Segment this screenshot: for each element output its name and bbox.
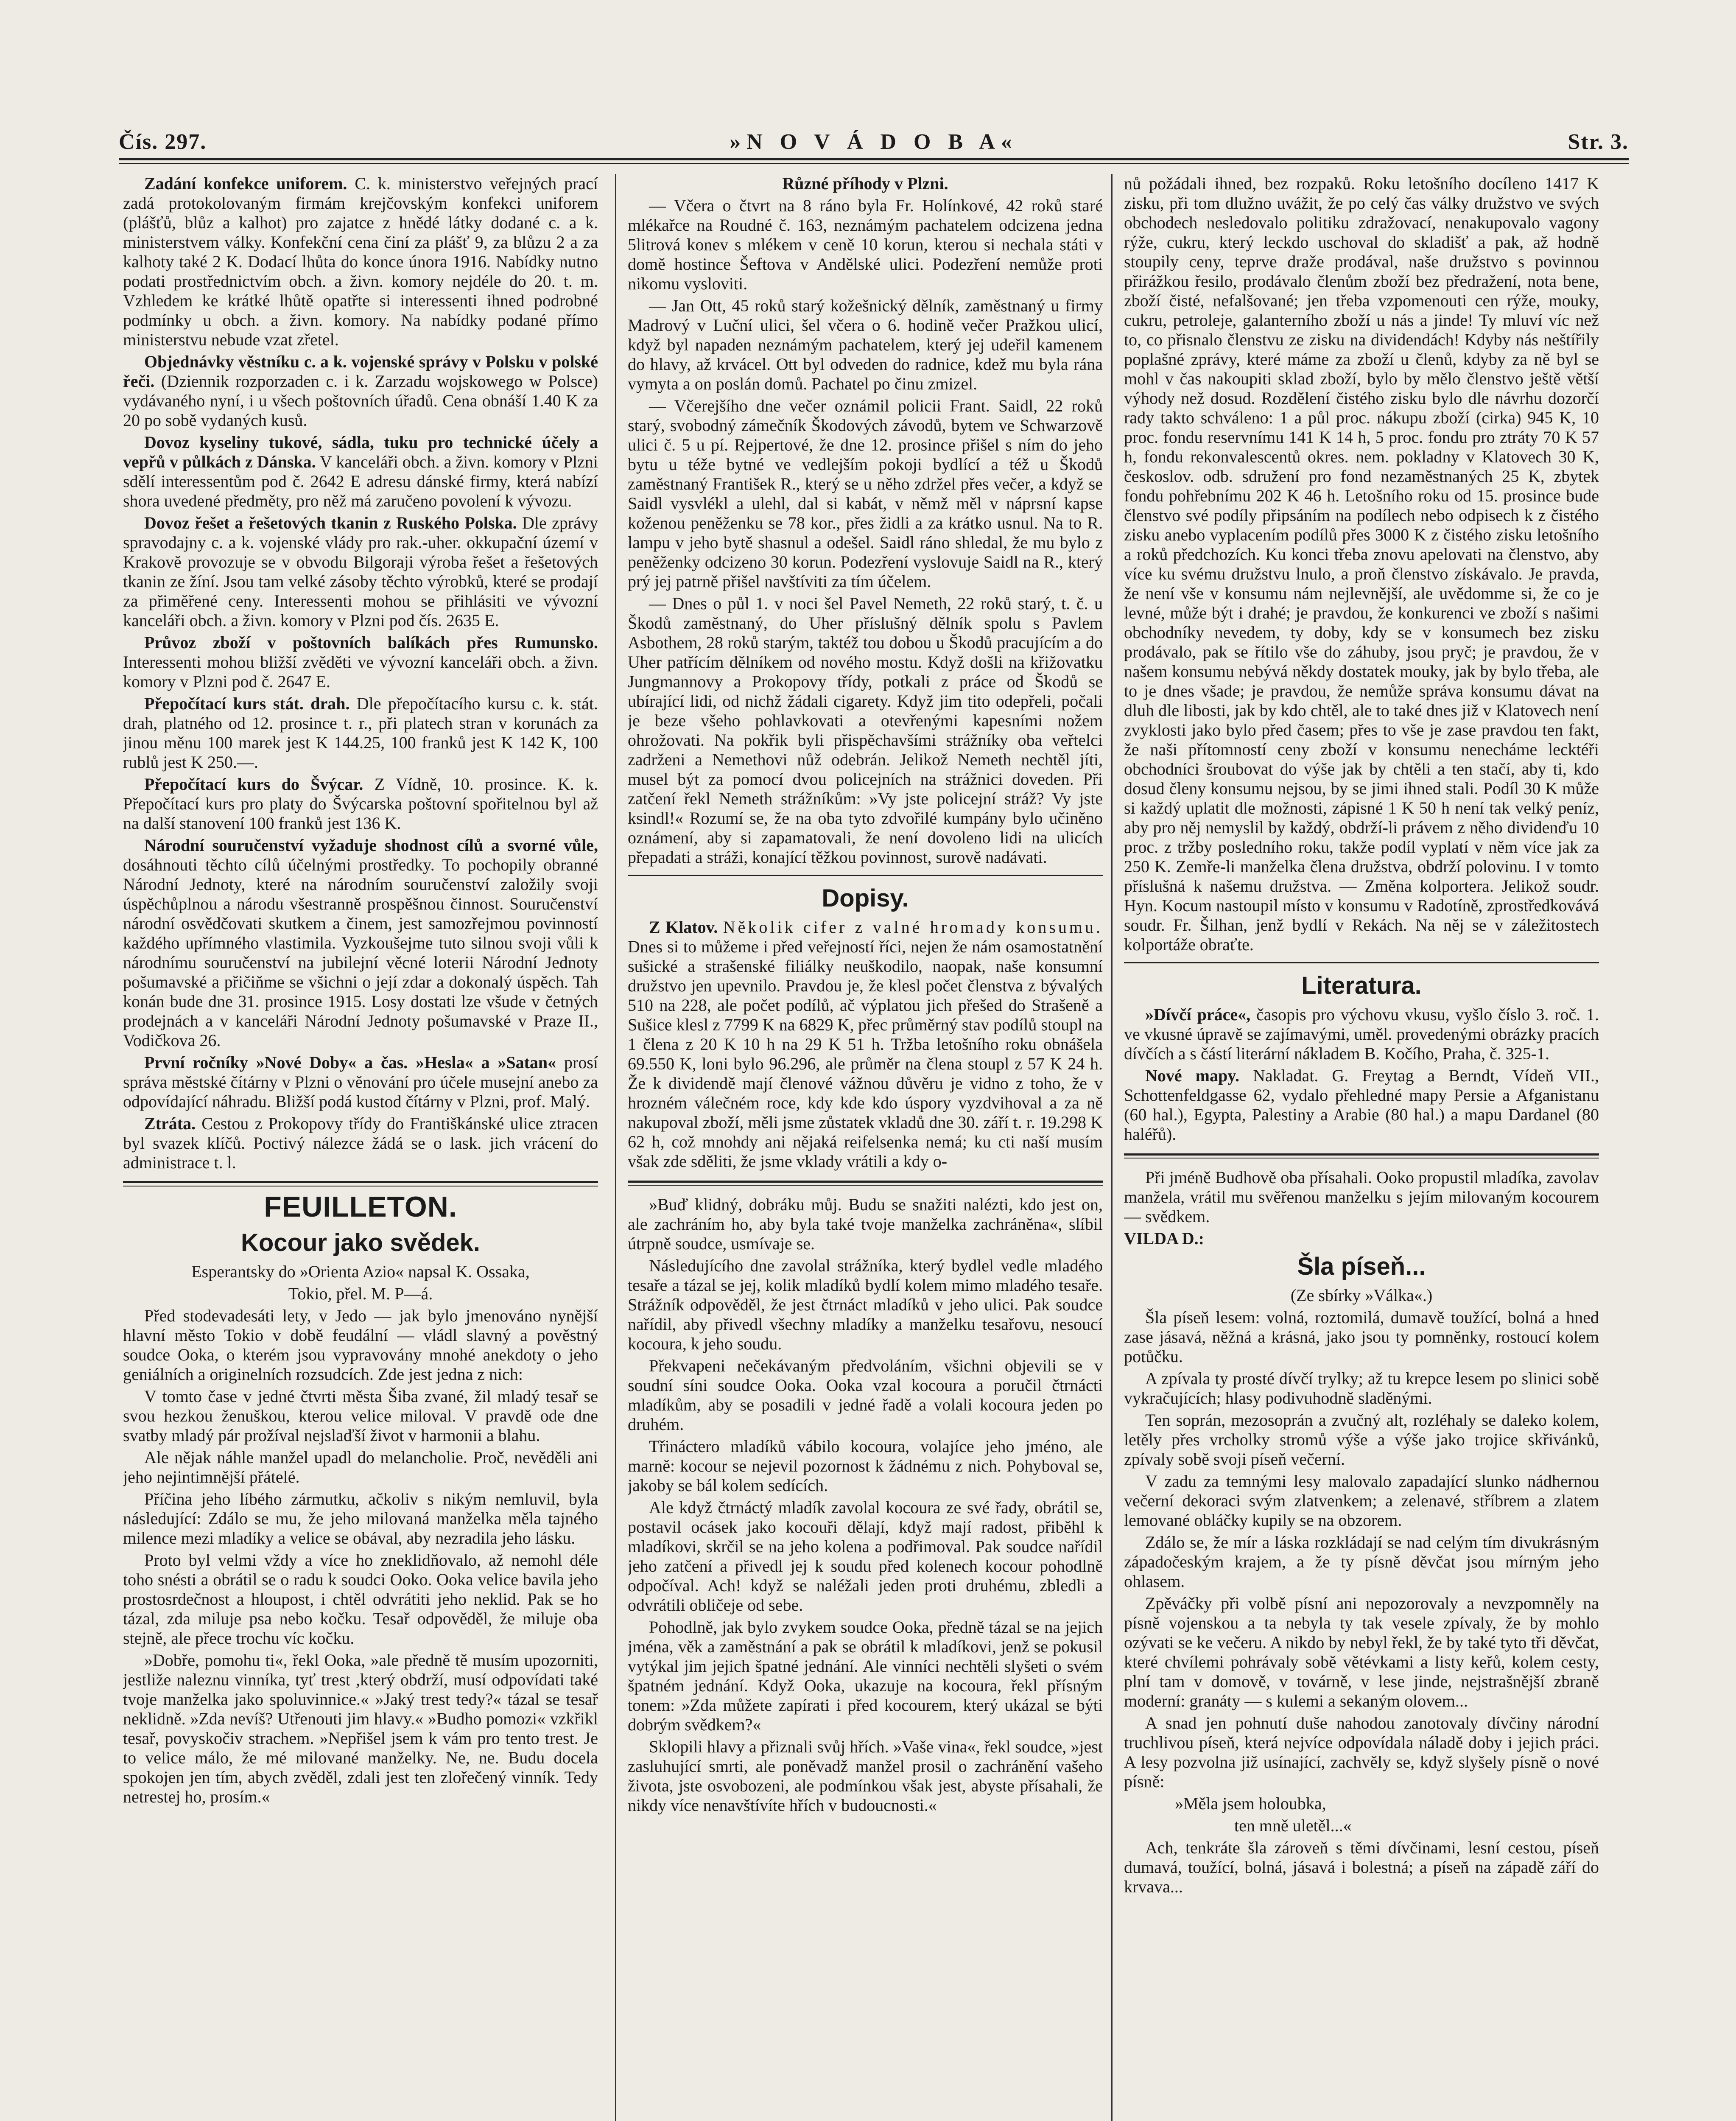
notice-swiss-rates: Přepočítací kurs do Švýcar. Z Vídně, 10. prosince. K. k. Přepočítací kurs pro platy do Švýcarska poštovní spořitelnou byl až na další stanovení 100 franků jest 136 K. <box>123 775 598 833</box>
notice-polish-gazette: Objednávky věstníku c. a k. vojenské správy v Polsku v polské řeči. (Dziennik rozporzaden c. i k. Zarzadu wojskowego w Polsce) vydávaného nyní, i u všech poštovních úřadů. Cena obnáší 1.40 K za 20 po sobě vydaných kusů. <box>123 352 598 430</box>
section-plzen-incidents: Různé příhody v Plzni. <box>782 174 948 193</box>
notice-reading-room: První ročníky »Nové Doby« a čas. »Hesla« a »Satan« prosí správa městské čítárny v Plzni o věnování pro účele musejní anebo za odpovídající náhradu. Bližší podá kustod čítárny v Plzni, prof. Malý. <box>123 1053 598 1111</box>
incident-report: — Dnes o půl 1. v noci šel Pavel Nemeth, 22 roků starý, t. č. u Škodů zaměstnaný, do Uher příslušný dělník spolu s Pavlem Asbothem, 28 roků starým, taktéž tou dobou u Škodů pracujícím a do Uher patřícím dělníkem od nového mostu. Když došli na křižovatku Jungmannovy a Prokopovy třídy, potkali z práce od Škodů se ubírající lidi, od nichž žádali cigarety. Když jim tito odepřeli, počali je beze všeho pohlavkovati a otevřenými kapesními nožem ohrožovati. Na pokřik byli přispěchavšími strážníky oba veřtelci zadrženi a Nemethovi nůž odebrán. Jelikož Nemeth nechtěl jíti, musel být za pomocí dvou policejních na strážnici doveden. Při zatčení řekl Nemeth strážníkům: »Vy jste policejní stráž? Vy jste ksindl!« Rozumí se, že na oba tyto zdvořilé kumpány bylo učiněno oznámení, aby si zapamatovali, že není dovoleno lidi na ulicích přepadati a stráži, konající těžkou povinnost, surově nadávati. <box>628 594 1103 867</box>
story-paragraph: Sklopili hlavy a přiznali svůj hřích. »Vaše vina«, řekl soudce, »jest zasluhující smrti, ale poněvadž manžel prosil o zachránění vašeho života, jste osvobozeni, ale podmínkou však jest, abyste přísahali, že nikdy více nenavštívíte hřích v budoucnosti.« <box>628 1737 1103 1815</box>
notice-danish-import: Dovoz kyseliny tukové, sádla, tuku pro technické účely a vepřů v půlkách z Dánska. V kanceláři obch. a živn. komory v Plzni sdělí interessentům pod č. 2642 E adresu dánské firmy, která nabízí shora uvedené předměty, pro něž má zaručeno povolení k vývozu. <box>123 433 598 510</box>
story-byline-1: Esperantsky do »Orienta Azio« napsal K. Ossaka, <box>191 1262 530 1281</box>
prose-paragraph: V zadu za temnými lesy malovalo zapadající slunko nádhernou večerní dekoraci svým zlatvenkem; a zelenavé, stříbrem a zlatem lemované obláčky kupily se na obzorem. <box>1124 1472 1599 1530</box>
prose-paragraph: Zpěváčky při volbě písní ani nepozorovaly a nevzpomněly na písně vojenskou a ta nebyla ty tak vesele zpívaly, že by mohlo ozývati se ke večeru. A nikdo by nebyl řekl, že by také tyto tři děvčat, které chvílemi pohrávaly sobě větévkami a listy keřů, kolem cesty, plní tam v domově, v továrně, v lese jinde, nejstrašnější zbraně moderní: granáty — s kulemi a sekaným olovem... <box>1124 1594 1599 1710</box>
notice-rail-rates: Přepočítací kurs stát. drah. Dle přepočítacího kursu c. k. stát. drah, platného od 12. prosince t. r., při platech stran v korunách za jinou měnu 100 marek jest K 144.25, 100 franků jest K 142 K, 100 rublů jest K 250.—. <box>123 694 598 772</box>
poem-title: Šla píseň... <box>1297 1253 1426 1280</box>
newspaper-title: »N O V Á D O B A« <box>730 130 1018 154</box>
story-byline-2: Tokio, přel. M. P—á. <box>288 1284 433 1303</box>
notice-uniforms: Zadání konfekce uniforem. C. k. ministerstvo veřejných prací zadá protokolovaným firmám krejčovským konfekci uniforem (plášťů, blůz a kalhot) pro zajatce z hnědé látky dodané c. a k. ministerstvem války. Konfekční cena činí za plášť 9, za blůzu 2 a za kalhoty také 2 K. Dodací lhůta do konce února 1916. Nabídky nutno podati prostřednictvím obch. a živn. komory nejdéle do 20. t. m. Vzhledem ke krátké lhůtě opatřte si interessenti ihned podrobné podmínky u obch. a živn. komory. Na nabídky podané přímo ministerstvu nebude vzat zřetel. <box>123 174 598 349</box>
masthead <box>119 129 1629 159</box>
prose-paragraph: Ach, tenkráte šla zároveň s těmi dívčinami, lesní cestou, píseň dumavá, toužící, bolná, jásavá i bolestná; a píseň na západě září do krvava... <box>1124 1838 1599 1896</box>
notice-sieves: Dovoz řešet a řešetových tkanin z Ruského Polska. Dle zprávy spravodajny c. a k. vojenské vlády pro rak.-uher. okkupační území v Krakově provozuje se v obvodu Bilgoraji výroba řešet a řešetových tkanin ze žíní. Jsou tam velké zásoby těchto výrobků, které se prodají za přiměřené ceny. Interessenti mohou se přihlásiti ve vývozní kanceláři obch. a živn. komory v Plzni pod čís. 2635 E. <box>123 513 598 630</box>
story-ending: Při jméně Budhově oba přísahali. Ooko propustil mladíka, zavolav manžela, vrátil mu svěřenou manželku s jejím milovaným kocourem — svědkem. <box>1124 1168 1599 1226</box>
story-paragraph: V tomto čase v jedné čtvrti města Šiba zvané, žil mladý tesař se svou hezkou ženuškou, kterou velice miloval. V pravdě ode dne svatby mladý pár prožíval nejslaďší život v harmonii a blahu. <box>123 1387 598 1445</box>
story-paragraph: Ale když čtrnáctý mladík zavolal kocoura ze své řady, obrátil se, postavil ocásek jako kocouři dělají, když mají radost, přiběhl k mladíkovi, skrčil se na jeho kolena a podřimoval. Pak soudce nařídil jeho zatčení a přivedl jej k soudu před kolenech kocour pohodlně odpočíval. Ach! když se naléžali jeden proti druhému, zbledli a odvrátili obličeje od sebe. <box>628 1498 1103 1615</box>
section-rule <box>628 875 1103 876</box>
column-divider-2 <box>1111 174 1113 2121</box>
story-paragraph: Ale nějak náhle manžel upadl do melancholie. Proč, nevěděli ani jeho nejintimnější přátelé. <box>123 1448 598 1486</box>
section-rule <box>628 1181 1103 1186</box>
section-literature: Literatura. <box>1301 972 1422 999</box>
incident-report: — Včera o čtvrt na 8 ráno byla Fr. Holínkové, 42 roků staré mlékařce na Roudné č. 163, neznámým pachatelem odcizena jedna 5litrová konev s mlékem v ceně 10 korun, kterou si nechala státi v domě hostince Šeftova v Andělské ulici. Podezření nemůže proti nikomu vysloviti. <box>628 196 1103 293</box>
literature-item: Nové mapy. Nakladat. G. Freytag a Berndt, Vídeň VII., Schottenfeldgasse 62, vydalo přehledné mapy Persie a Afganistanu (60 hal.), Egypta, Palestiny a Arabie (80 hal.) a mapu Dardanel (80 haléřů). <box>1124 1066 1599 1144</box>
prose-paragraph: A snad jen pohnutí duše nahodou zanotovaly dívčiny národní truchlivou píseň, která nejvíce odpovídala náladě doby i jejich práci. A lesy pozvolna již usínající, zachvěly se, když slyšely písně o nové písně: <box>1124 1713 1599 1791</box>
column-3 <box>1124 174 1599 2121</box>
incident-report: — Včerejšího dne večer oznámil policii Frant. Saidl, 22 roků starý, svobodný zámečník Škodových závodů, bytem ve Schwarzově ulici č. 5 u pí. Rejpertové, že dne 12. prosince přišel s ním do jeho bytu u téže bytné ve vedlejším pokoji bydlící a též u Škodů zaměstnaný František R., který se u něho zdržel přes večer, a když se Saidl vysvlékl a ulehl, dal si kabát, v němž měl v náprsní kapse koženou peněženku se 78 kor., přes židli a za krátko usnul. Na to R. lampu v jeho bytě shasnul a odešel. Saidl ráno shledal, že mu bylo z peněženky odcizeno 30 korun. Podezření vyslovuje Saidl na R., který prý jej patrně přišel navštíviti za tím účelem. <box>628 396 1103 591</box>
story-paragraph: »Buď klidný, dobráku můj. Budu se snažiti nalézti, kdo jest on, ale zachráním ho, aby byla také tvoje manželka zachráněna«, slíbil útrpně soudce, usmívaje se. <box>628 1195 1103 1253</box>
story-title: Kocour jako svědek. <box>240 1229 481 1256</box>
poem-line: »Měla jsem holoubka, <box>1175 1794 1326 1813</box>
letter-klatovy: Z Klatov. Několik cifer z valné hromady konsumu. Dnes si to můžeme i před veřejností říci, nejen že nám osamostatnění sušické a strašenské filiálky neuškodilo, naopak, naše konsumní družstvo jen upevnilo. Pravdou je, že klesl počet členstva z bývalých 510 na 228, ale počet podílů, ač výplatou jich přešed do Strašeně a Sušice klesl z 7799 K na 6829 K, přec průměrný stav podílů stoupl na 1 člena z 20 K 10 h na 29 K 51 h. Tržba letošního roku obnášela 69.550 K, loni bylo 96.296, ale průměr na člena stoupl z 57 K 24 h. Že k dividendě mají členové vážnou důvěru je vidno z toho, že v hrozném válečném roce, kdy kde kdo úspory vyzdvihoval a za ně nakupoval zboží, měli jsme zůstatek vkladů dne 30. září t. r. 19.298 K 62 h, což mnohdy ani nějaká reifelsenka nemá; ku cti naší musím však zde sděliti, že jsme vklady vrátili a kdy o- <box>628 918 1103 1171</box>
story-paragraph: »Dobře, pomohu ti«, řekl Ooka, »ale předně tě musím upozorniti, jestliže naleznu vinníka, tyť trest ,který obdrží, musí odpovídati také tvoje manželka jako spoluvinnice.« »Jaký trest tedy?« tázal se tesař neklidně. »Zda nevíš? Utřenouti jim hlavy.« »Budho pomozi« vzkřikl tesař, povyskočiv strachem. »Nepřišel jsem k vám pro tento trest. Je to velice málo, že mé milované manželky. Ne, ne. Budu docela spokojen jen tím, abych zvěděl, zdali jest ten zlořečený vinník. Tedy netrestej ho, prosím.« <box>123 1651 598 1806</box>
poem-line: ten mně uletěl...« <box>1234 1816 1352 1835</box>
incident-report: — Jan Ott, 45 roků starý kožešnický dělník, zaměstnaný u firmy Madrový v Luční ulici, šel včera o 6. hodině večer Pražkou ulicí, když byl napaden neznámým pachatelem, který jej udeřil kamenem do hlavy, až krvácel. Ott byl odveden do radnice, kdež mu byla rána vymyta a on poslán domů. Pachatel po činu zmizel. <box>628 296 1103 393</box>
column-divider-1 <box>615 174 616 2121</box>
story-paragraph: Pohodlně, jak bylo zvykem soudce Ooka, předně tázal se na jejich jména, věk a zaměstnání a pak se obrátil k mladíkovi, jenž se pokusil vytýkal jim jejich špatné jednání. Ale vinníci nechtěli slyšeti o svém špatném jednání. Když Ooka, ukazuje na kocoura, řekl přísným tonem: »Zda můžete zapírati i před kocourem, který ukázal se býti dobrým svědkem?« <box>628 1617 1103 1734</box>
letter-klatovy-continued: nů požádali ihned, bez rozpaků. Roku letošního docíleno 1417 K zisku, při tom dlužno uvážit, že po celý čas války družstvo ve svých obchodech nesledovalo politiku zdražovací, nenakupovalo vagony rýže, cukru, který leckdo uschoval do skladišť a pak, až hodně stoupily ceny, teprve draže prodával, naše družstvo s povinnou přirážkou řesilo, prodávalo členům zboží bez předražení, nota bene, zboží čisté, nefalšované; jen třeba vzpomenouti cen rýže, mouky, cukru, petroleje, galanterního zboží u nás a jinde! Ty mluví víc než to, co přisnalo členstvu ze zisku na dividendách! Kdyby nás neštířily poplašné zprávy, které máme za zboží u členů, kdyby za ně byl se mohl v čas nakoupiti sklad zboží, bylo by mělo členstvo ještě větší výhody než dosud. Rozdělení čistého zisku bylo dle návrhu dozorčí rady takto schváleno: 1 a půl proc. nákupu zboží (cirka) 945 K, 10 proc. fondu reservnímu 141 K 14 h, 5 proc. fondu pro ztráty 70 K 57 h, fondu rekonvalescentů okres. nem. pokladny v Klatovech 30 K, českoslov. odb. sdružení pro fond nezaměstnaných 25 K, zbytek fondu pohřebnímu 202 K 46 h. Letošního roku od 15. prosince bude členstvo své podíly připsáním na podílech nebo odpisech k z čistého zisku anebo vyplacením podílů přes 3000 K z čistého zisku letošního a roků předchozích. Ku konci třeba znovu apelovati na členstvo, aby více ku svému družstvu lnulo, a proň členstvo získávalo. Je pravda, že není vše v konsumu nám nejlevnější, ale uvědomme si, že co je levné, může být i drahé; je pravdou, že konkurenci ve zboží s našimi obchodníky nevedem, ty doby, kdy se v konsumech bez zisku prodávalo, pak se řítilo vše do záhuby, jsou pryč; je pravdou, že v našem konsumu nebývá někdy dostatek mouky, jak by bylo třeba, ale to je dnes všade; je pravdou, že nemůže správa konsumu dávat na dluh dle libosti, jak by kdo chtěl, ale to také dnes již v Klatovech není zvyklosti jako bylo před časem; přes to vše je zase pravdou ten fakt, že naši přítomností ceny zboží v konsumu nenecháme lecktéři obchodníci šroubovat do výše jak by chtěli a ten stačí, aby ti, kdo dosud členy konsumu nejsou, by se jimi ihned stali. Podíl 30 K může si každý uplatit dle možnosti, zápisné 1 K 50 h není tak velký peníz, aby pro něj nemyslil by každý, obdrží-li právem z něho dividenďu 10 proc. z tržby posledního roku, takže podíl vyplatí v něm více jak za 250 K. Zemře-li manželka člena družstva, obdrží polovinu. I v tomto příslušná k našemu družstva. — Změna kolportera. Jelikož soudr. Hyn. Kocum nastoupil místo v konsumu v Radotíně, zprostředkovává soudr. Fr. Šilhan, jenž bydlí v Rekách. Na něj se v záležitostech kolportáže obraťte. <box>1124 174 1599 954</box>
story-paragraph: Následujícího dne zavolal strážníka, který bydlel vedle mladého tesaře a tázal se jej, kolik mladíků bydlí kolem mimo mladého tesaře. Strážník odpověděl, že jest čtrnáct mladíků v jeho ulici. Pak soudce nařídil, aby přivedl všechny mladíky a manželku tesařovu, nesoucí kocoura, k jeho soudu. <box>628 1256 1103 1353</box>
story-paragraph: Třináctero mladíků vábilo kocoura, volajíce jeho jméno, ale marně: kocour se nejevil pozornost k žádnému z nich. Pohyboval se, jakoby se bál kolem sedících. <box>628 1437 1103 1495</box>
story-paragraph: Příčina jeho líbého zármutku, ačkoliv s nikým nemluvil, byla následující: Zdálo se mu, že jeho milovaná manželka měla tajného milence mezi mladíky a velice se obával, aby nezradila jeho lásku. <box>123 1489 598 1547</box>
feuilleton-header: FEUILLETON. <box>123 1181 598 1224</box>
page-number: Str. 3. <box>1568 130 1629 154</box>
section-letters: Dopisy. <box>822 884 909 912</box>
header-rule <box>119 158 1629 160</box>
author-name: VILDA D.: <box>1124 1229 1204 1248</box>
header-rule-thin <box>119 163 1629 164</box>
column-1 <box>123 174 598 2121</box>
prose-paragraph: Ten soprán, mezosoprán a zvučný alt, rozléhaly se daleko kolem, letěly přes vrcholky stromů výše a výše jako trojice skřivánků, zpívaly sobě svoji píseň večerní. <box>1124 1410 1599 1469</box>
poem-subtitle: (Ze sbírky »Válka«.) <box>1290 1286 1433 1305</box>
issue-number: Čís. 297. <box>119 130 207 154</box>
literature-item: »Dívčí práce«, časopis pro výchovu vkusu, vyšlo číslo 3. roč. 1. ve vkusné úpravě se zajímavými, uměl. provedenými obrázky pracích dívčích a s částí literární nákladem B. Kočího, Praha, č. 325-1. <box>1124 1005 1599 1063</box>
prose-paragraph: A zpívala ty prosté dívčí trylky; až tu krepce lesem po slinici sobě vykračujících; hlasy podivuhodně sladěnými. <box>1124 1369 1599 1407</box>
section-rule <box>1124 1153 1599 1158</box>
prose-paragraph: Zdálo se, že mír a láska rozkládají se nad celým tím divukrásným západočeským krajem, a že ty písně děvčat jsou mírným jeho ohlasem. <box>1124 1533 1599 1591</box>
notice-national-unity: Národní souručenství vyžaduje shodnost cílů a svorné vůle, dosáhnouti těchto cílů účelnými prostředky. To pochopily obranné Národní Jednoty, které na národním souručenství založily svoji úspěchůplnou a národu všestranně prospěšnou činnost. Souručenství národní osvědčovati skutkem a činem, jest samozřejmou povinností každého upřímného vlastimila. Vyzkoušejme tuto silnou svoji vůli k národnímu souručenství na jubilejní věcné loterii Národní Jednoty pošumavské a přičiňme se všichni o její zdar a dokonalý úspěch. Tah konán bude dne 31. prosince 1915. Losy dostati lze všude v četných prodejnách a v kanceláři Národní Jednoty pošumavské v Praze II., Vodičkova 26. <box>123 836 598 1050</box>
story-paragraph: Překvapeni nečekávaným předvoláním, všichni objevili se v soudní síni soudce Ooka. Ooka vzal kocoura a poručil čtrnácti mladíkům, aby se posadili v jedné řadě a volali kocoura jeden po druhém. <box>628 1356 1103 1434</box>
prose-paragraph: Šla píseň lesem: volná, roztomilá, dumavě toužící, bolná a hned zase jásavá, něžná a krásná, jako jsou ty pomněnky, rostoucí kolem potůčku. <box>1124 1308 1599 1366</box>
story-paragraph: Před stodevadesáti lety, v Jedo — jak bylo jmenováno nynější hlavní město Tokio v době feudální — vládl slavný a pověstný soudce Ooka, o kterém jsou vypravovány mnohé anekdoty o jeho geniálních a originelních rozsudcích. Zde jest jedna z nich: <box>123 1306 598 1384</box>
column-2 <box>628 174 1103 2121</box>
notice-lost-keys: Ztráta. Cestou z Prokopovy třídy do Františkánské ulice ztracen byl svazek klíčů. Poctivý nálezce žádá se o lask. jich vrácení do administrace t. l. <box>123 1114 598 1172</box>
section-rule <box>1124 962 1599 963</box>
notice-romania-transit: Průvoz zboží v poštovních balíkách přes Rumunsko. Interessenti mohou bližší zvěděti ve vývozní kanceláři obch. a živn. komory v Plzni pod č. 2647 E. <box>123 633 598 691</box>
story-paragraph: Proto byl velmi vždy a více ho zneklidňovalo, až nemohl déle toho snésti a obrátil se o radu k soudci Ooko. Ooka velice bavila jeho prostosrdečnost a hloupost, i chtěl odvrátiti jeho neklid. Pak se ho tázal, zda miluje psa nebo kočku. Tesař odpověděl, že miluje oba stejně, ale přece trochu víc kočku. <box>123 1550 598 1648</box>
